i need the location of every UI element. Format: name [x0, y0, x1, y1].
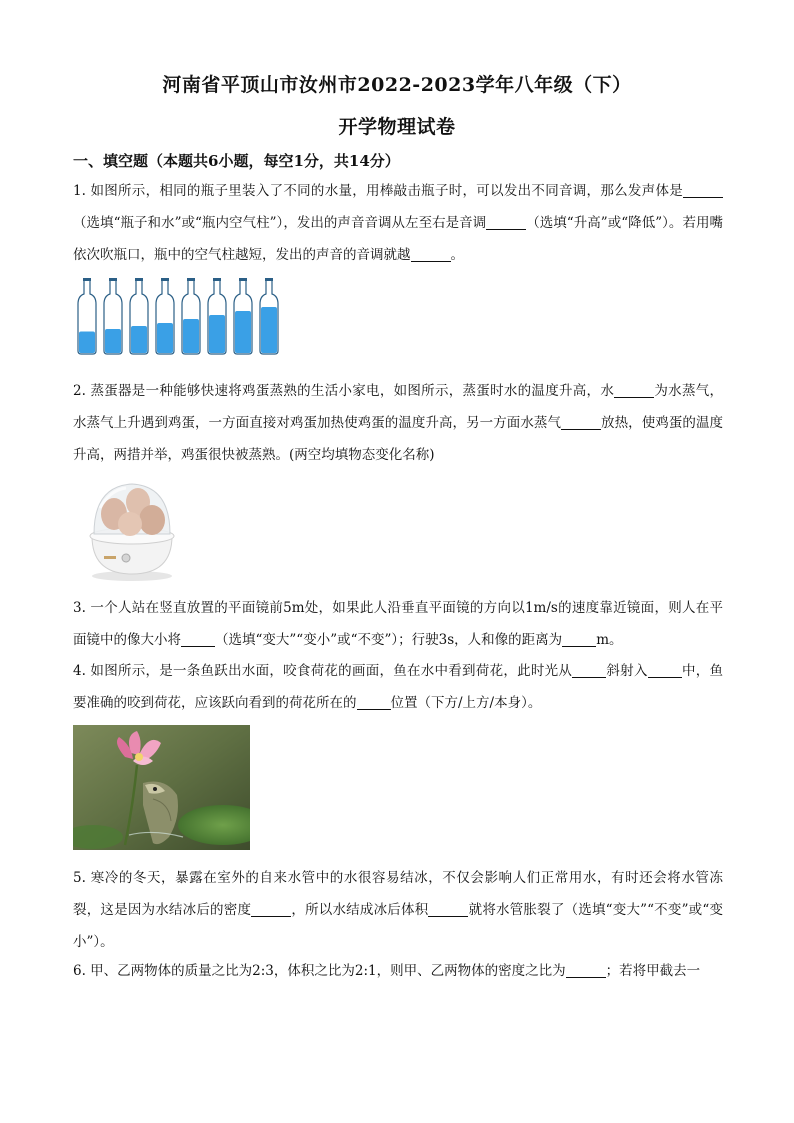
question-5 [73, 862, 723, 958]
bottle [260, 278, 278, 354]
question-1 [73, 175, 723, 271]
bottle [130, 278, 148, 354]
bottle-rim [109, 278, 117, 281]
answer-blank [614, 381, 654, 398]
q4-text-1: 4. 如图所示，是一条鱼跃出水面，咬食荷花的画面，鱼在水中看到荷花，此时光从 [73, 663, 573, 679]
bottle-rim [239, 278, 247, 281]
egg-steamer-figure [80, 478, 184, 582]
q4-text-3: 中，鱼要准确的咬到荷花，应该跃向看到的荷花所在的 [73, 663, 724, 711]
q2-text-3: 放热，使鸡蛋的温度升高，两措并举，鸡蛋很快被蒸熟。(两空均填物态变化名称) [73, 415, 724, 463]
bottle-rim [187, 278, 195, 281]
q3-text-1: 3. 一个人站在竖直放置的平面镜前5m处，如果此人沿垂直平面镜的方向以1m/s的速度靠近镜面，则人在平面镜中的像大小将 [73, 600, 723, 648]
bottle [234, 278, 252, 354]
q2-text-1: 2. 蒸蛋器是一种能够快速将鸡蛋蒸熟的生活小家电，如图所示，蒸蛋时水的温度升高，水 [73, 383, 615, 399]
exam-title: 河南省平顶山市汝州市2022-2023学年八年级（下） [162, 74, 632, 96]
q1-text-4: 。 [450, 247, 464, 263]
fish-lotus-photo [73, 725, 250, 850]
q3-text-3: m。 [596, 632, 623, 648]
bottle [78, 278, 96, 354]
section-heading: 一、填空题（本题共6小题，每空1分，共14分） [73, 152, 400, 170]
answer-blank [357, 693, 391, 710]
answer-blank [566, 961, 606, 978]
bottle-water [105, 329, 121, 353]
bottle-water [261, 307, 277, 353]
bottle-water [209, 315, 225, 353]
bottle-rim [265, 278, 273, 281]
bottle-water [183, 319, 199, 353]
question-2 [73, 375, 723, 471]
question-4 [73, 655, 723, 719]
answer-blank [428, 900, 468, 917]
bottle-water [157, 323, 173, 353]
bottle-rim [161, 278, 169, 281]
answer-blank [251, 900, 291, 917]
bottle-rim [135, 278, 143, 281]
q1-text-2: （选填“瓶子和水”或“瓶内空气柱”），发出的声音音调从左至右是音调 [73, 215, 487, 231]
bottle-rim [83, 278, 91, 281]
q1-text-1: 1. 如图所示，相同的瓶子里装入了不同的水量，用棒敲击瓶子时，可以发出不同音调，那么发声体是 [73, 183, 683, 199]
answer-blank [572, 661, 606, 678]
bottles-figure [74, 276, 284, 358]
q3-text-2: （选填“变大”“变小”或“不变”）；行驶3s，人和像的距离为 [215, 632, 563, 648]
q4-text-2: 斜射入 [606, 663, 648, 679]
q5-text-3: 就将水管胀裂了（选填“变大”“不变”或“变小”）。 [73, 902, 723, 950]
q5-text-2: ，所以水结成冰后体积 [291, 902, 429, 918]
q1-text-3: （选填“升高”或“降低”）。若用嘴依次吹瓶口，瓶中的空气柱越短，发出的声音的音调就越 [73, 215, 723, 263]
q6-text-2: ；若将甲截去一 [605, 963, 701, 979]
bottle [104, 278, 122, 354]
exam-subtitle: 开学物理试卷 [338, 116, 456, 138]
bottle [208, 278, 226, 354]
answer-blank [683, 181, 723, 198]
bottle [156, 278, 174, 354]
question-6 [73, 955, 723, 987]
answer-blank [181, 630, 215, 647]
answer-blank [486, 213, 526, 230]
q4-text-4: 位置（下方/上方/本身）。 [390, 695, 542, 711]
bottle-water [131, 326, 147, 353]
answer-blank [562, 630, 596, 647]
bottle-water [235, 311, 251, 353]
q5-text-1: 5. 寒冷的冬天，暴露在室外的自来水管中的水很容易结冰，不仅会影响人们正常用水，有时还会将水管冻裂，这是因为水结冰后的密度 [73, 870, 723, 918]
answer-blank [411, 245, 451, 262]
bottle-water [79, 332, 95, 354]
answer-blank [561, 413, 601, 430]
bottle-rim [213, 278, 221, 281]
answer-blank [648, 661, 682, 678]
question-3 [73, 592, 723, 656]
bottle [182, 278, 200, 354]
q6-text-1: 6. 甲、乙两物体的质量之比为2:3，体积之比为2:1，则甲、乙两物体的密度之比为 [73, 963, 566, 979]
q2-text-2: 为水蒸气，水蒸气上升遇到鸡蛋，一方面直接对鸡蛋加热使鸡蛋的温度升高，另一方面水蒸气 [73, 383, 724, 431]
